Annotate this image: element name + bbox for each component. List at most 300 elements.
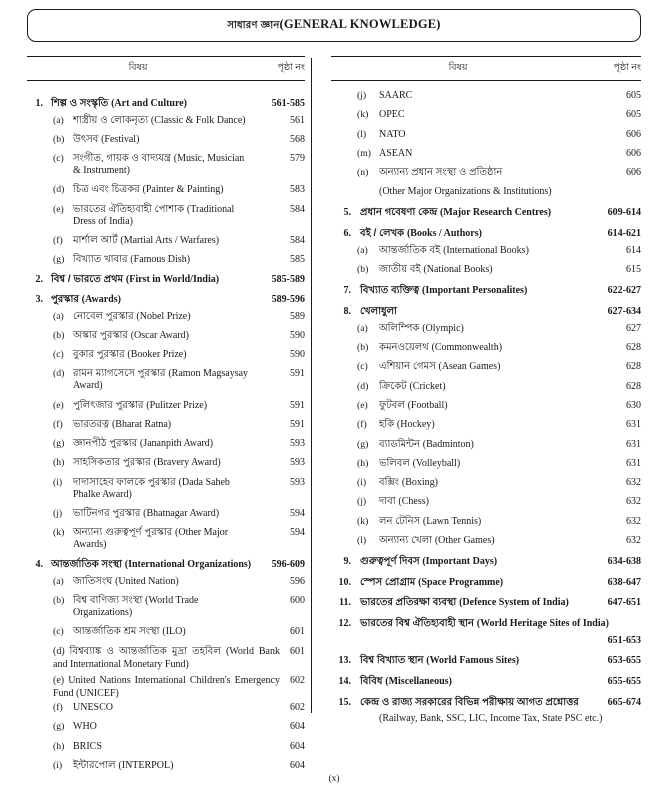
toc-entry-sub[interactable]: [27, 115, 305, 127]
toc-entry-marker: (d): [53, 646, 70, 658]
toc-entry-sub[interactable]: [27, 477, 305, 501]
toc-entry-text-en: (Other Games): [434, 535, 495, 547]
toc-entry-text-bn: জ্ঞানপীঠ পুরস্কার: [73, 438, 140, 450]
toc-entry-sub[interactable]: [331, 264, 641, 276]
toc-entry-sub[interactable]: [27, 134, 305, 146]
toc-entry-title: [73, 527, 261, 551]
toc-entry-text-en: (Painter & Painting): [142, 184, 224, 196]
header-rule-bottom: [27, 80, 305, 81]
toc-entry-text-en: (Festival): [101, 134, 140, 146]
toc-entry-label: (c): [53, 153, 64, 165]
toc-entry-page: 647-651: [607, 597, 641, 609]
toc-entry-text-en: (World Heritage Sites of India): [476, 618, 609, 630]
toc-entry-text-bn: বিখ্যাত খাবার: [73, 254, 131, 266]
toc-entry-main[interactable]: [331, 655, 641, 667]
toc-entry-sub[interactable]: [27, 235, 305, 247]
toc-entry-page: 593: [290, 476, 305, 488]
toc-entry-sub[interactable]: [27, 438, 305, 450]
toc-entry-label: (c): [357, 361, 368, 373]
toc-entry-text-bn: বিশ্বব্যাঙ্ক ও আন্তর্জাতিক মুদ্রা তহবিল: [69, 646, 226, 658]
toc-entry-main[interactable]: [331, 618, 641, 630]
toc-entry-main[interactable]: [331, 556, 641, 568]
toc-entry-label: (k): [357, 515, 369, 527]
toc-entry-title: [51, 294, 261, 306]
toc-entry-text-bn: সংগীত, গায়ক ও বাদ্যযন্ত্র: [73, 153, 174, 165]
page-title-en: (GENERAL KNOWLEDGE): [279, 16, 441, 31]
toc-entry-text-bn: মার্শাল আর্ট: [73, 234, 121, 246]
toc-entry-title: [73, 419, 261, 431]
toc-entry-sub[interactable]: [27, 527, 305, 551]
toc-entry-number: 14.: [338, 675, 351, 687]
toc-entry-label: (j): [53, 507, 63, 519]
toc-entry-text-en: (Important Personalites): [422, 285, 528, 297]
toc-entry-text-bn: কমনওয়েলথ: [379, 342, 432, 354]
toc-entry-text-en: (Famous Dish): [130, 254, 191, 266]
toc-entry-text-bn: ভারতরত্ন: [73, 418, 112, 430]
toc-entry-label: (i): [53, 476, 63, 488]
toc-entry-text-bn: দাবা: [379, 496, 399, 508]
toc-entry-text-bn: স্পেস প্রোগ্রাম: [360, 576, 419, 588]
toc-entry-main[interactable]: [27, 274, 305, 286]
toc-entry-text-en: (World Trade Organizations): [73, 594, 199, 618]
toc-entry-text-en: (Bhatnagar Award): [143, 507, 220, 519]
toc-entry-page: 589: [290, 310, 305, 322]
toc-entry-page: 601: [290, 646, 305, 658]
toc-entry-text-en: (Major Research Centres): [440, 207, 552, 219]
header-subject-label: বিষয়: [128, 63, 148, 73]
toc-entry-text-bn: অলিম্পিক: [379, 322, 423, 334]
toc-entry-title: [73, 760, 261, 772]
toc-entry-title: [379, 264, 595, 276]
toc-entry-number: 10.: [338, 576, 351, 588]
toc-entry-page: 579: [290, 153, 305, 165]
toc-entry-sub[interactable]: [331, 439, 641, 451]
header-rule-top: [27, 56, 305, 57]
toc-entry-sub[interactable]: [27, 311, 305, 323]
toc-entry-text-en: (Dada Saheb Phalke Award): [73, 476, 230, 500]
toc-entry-sub[interactable]: [331, 342, 641, 354]
toc-entry-number: 12.: [338, 618, 351, 630]
toc-entry-title: [360, 597, 595, 609]
toc-entry-sub[interactable]: [27, 204, 305, 228]
toc-entry-label: (b): [53, 594, 65, 606]
toc-entry-text-en: (Badminton): [422, 438, 474, 450]
toc-entry-text-en: United Nations International Children's Emergency Fund (UNICEF): [53, 674, 280, 699]
toc-entry-title: [379, 361, 595, 373]
toc-entry-sub[interactable]: [331, 419, 641, 431]
toc-entry-label: (b): [53, 134, 65, 146]
toc-entry-text-bn: বিশ্ব বাণিজ্য সংস্থা: [73, 594, 146, 606]
toc-entry-title: [73, 153, 261, 177]
toc-entry-sub[interactable]: [27, 595, 305, 619]
toc-entry-text-bn: জাতীয় বই: [379, 264, 424, 276]
toc-entry-text-bn: ভলিবল: [379, 457, 413, 469]
toc-entry-sub[interactable]: [27, 457, 305, 469]
toc-entry-sub[interactable]: [331, 90, 641, 102]
toc-entry-number: 15.: [338, 696, 351, 708]
toc-entry-title: [379, 90, 595, 102]
toc-entry-text-en: UNESCO: [73, 701, 114, 713]
toc-entry-page: 634-638: [607, 555, 641, 567]
column-header-left: [27, 56, 305, 83]
toc-entry-sub[interactable]: [331, 129, 641, 141]
toc-entry-text-en: (Oscar Award): [130, 329, 189, 341]
toc-entry-title: [73, 595, 261, 619]
toc-entry-text-bn: ভাটিনগর পুরস্কার: [73, 507, 144, 519]
toc-entry-title: [73, 438, 261, 450]
toc-entry-label: (g): [53, 254, 65, 266]
toc-entry-text-en: (Booker Prize): [127, 349, 187, 361]
toc-entry-text-en: (Pulitzer Prize): [146, 399, 208, 411]
toc-entry-text-en: OPEC: [379, 109, 405, 121]
toc-entry-text-bn: অন্যান্য প্রধান সংস্থা ও প্রতিষ্ঠান: [379, 167, 503, 179]
toc-entry-title: [379, 535, 595, 547]
toc-entry-sub[interactable]: [27, 576, 305, 588]
toc-entry-title: [73, 330, 261, 342]
toc-entry-text-en: (Miscellaneous): [385, 675, 452, 687]
toc-entry-main[interactable]: [331, 207, 641, 219]
toc-entry-title: [360, 676, 595, 688]
toc-entry-number: 3.: [35, 293, 43, 305]
toc-entry-page: 606: [626, 147, 641, 159]
toc-entry-text-bn: গুরুত্বপূর্ণ দিবস: [360, 555, 423, 567]
toc-entry-page: 632: [626, 535, 641, 547]
toc-entry-text-bn: খেলাধুলা: [360, 305, 397, 317]
toc-entry-main[interactable]: [27, 559, 305, 571]
toc-entry-title: [51, 98, 261, 110]
toc-entry-sub[interactable]: [331, 458, 641, 470]
toc-entry-label: (f): [53, 234, 63, 246]
page-number: (x): [328, 774, 340, 784]
toc-entry-label: (g): [357, 438, 369, 450]
toc-entry-text-bn: শাস্ত্রীয় ও লোকনৃত্য: [73, 114, 151, 126]
toc-entry-title: [379, 342, 595, 354]
toc-column-left: [0, 56, 311, 771]
toc-entry-page: 632: [626, 477, 641, 489]
toc-entry-main[interactable]: [331, 577, 641, 589]
toc-entry-text-en: (International Organizations): [124, 558, 252, 570]
toc-entry-page: 631: [626, 438, 641, 450]
toc-entry-title: [379, 419, 595, 431]
toc-entry-page: 615: [626, 264, 641, 276]
toc-entry-text-bn: প্রধান গবেষণা কেন্দ্র: [360, 207, 441, 219]
toc-entry-text-en: (Jananpith Award): [139, 438, 214, 450]
toc-entry-text-bn: লন টেনিস: [379, 515, 423, 527]
toc-entry-label: (d): [357, 380, 369, 392]
toc-entry-page: 604: [290, 740, 305, 752]
toc-entry-page: 602: [290, 701, 305, 713]
toc-subnote: [331, 186, 641, 198]
toc-entry-sub[interactable]: [331, 400, 641, 412]
toc-entry-title: [379, 109, 595, 121]
toc-entry-label: (a): [357, 322, 368, 334]
toc-entry-sub[interactable]: [331, 361, 641, 373]
toc-entry-title: [73, 254, 261, 266]
toc-entry-text-en: (Important Days): [422, 555, 498, 567]
toc-entry-page: 601: [290, 625, 305, 637]
toc-entry-label: (f): [53, 701, 63, 713]
toc-entry-sub[interactable]: [331, 381, 641, 393]
toc-entry-page: 606: [626, 128, 641, 140]
toc-entry-paragraph: [27, 674, 305, 700]
toc-entry-text-en: (Lawn Tennis): [422, 515, 482, 527]
toc-entry-page: 589-596: [271, 293, 305, 305]
toc-entry-label: (g): [53, 438, 65, 450]
toc-entry-page: 568: [290, 134, 305, 146]
toc-entry-page: 596: [290, 575, 305, 587]
toc-entry-label: (f): [53, 418, 63, 430]
toc-entry-title: [73, 115, 261, 127]
toc-entry-sub[interactable]: [27, 349, 305, 361]
toc-entry-label: (b): [53, 329, 65, 341]
toc-entry-text-en: (Football): [407, 399, 448, 411]
toc-entry-sub[interactable]: [27, 153, 305, 177]
page-title-box: [27, 9, 641, 42]
toc-entry-sub[interactable]: [331, 245, 641, 257]
toc-entry-page: 630: [626, 399, 641, 411]
toc-entry-text-bn: ভারতের ঐতিহ্যবাহী পোশাক: [73, 203, 187, 215]
page-title: [227, 17, 440, 35]
toc-entry-label: (h): [53, 740, 65, 752]
toc-entries-left: [27, 83, 305, 772]
toc-entry-label: (m): [357, 147, 371, 159]
toc-entry-page: 591: [290, 368, 305, 380]
toc-entries-right: [331, 83, 641, 725]
toc-entry-text-bn: ভারতের প্রতিরক্ষা ব্যবস্থা: [360, 597, 460, 609]
toc-entry-text-en: SAARC: [379, 90, 413, 101]
toc-entry-label: (j): [357, 90, 367, 101]
toc-entry-label: (l): [357, 535, 367, 547]
toc-entry-text-bn: শিল্প ও সংস্কৃতি: [51, 98, 112, 109]
toc-entry-sub[interactable]: [331, 496, 641, 508]
toc-entry-text-en: (Classic & Folk Dance): [150, 114, 246, 126]
toc-entry-text-en: (ILO): [162, 625, 186, 637]
toc-entry-label: (n): [357, 167, 369, 179]
toc-entry-label: (c): [53, 625, 64, 637]
toc-entry-text-bn: জাতিসংঘ: [73, 575, 116, 587]
toc-entry-text-bn: বিশ্ব / ভারতে প্রথম: [51, 273, 126, 285]
toc-entry-title: [379, 439, 595, 451]
toc-entry-sub[interactable]: [331, 516, 641, 528]
toc-entry-text-en: ASEAN: [379, 147, 413, 159]
toc-entry-page: 593: [290, 438, 305, 450]
toc-entry-label: (j): [357, 496, 367, 508]
toc-entry-page: 591: [290, 399, 305, 411]
toc-entry-sub[interactable]: [27, 626, 305, 638]
page-footer: [0, 774, 668, 784]
toc-entry-page: 609-614: [607, 207, 641, 219]
header-pageno-label: পৃষ্ঠা নং: [277, 63, 305, 73]
toc-entry-sub[interactable]: [27, 508, 305, 520]
toc-entry-sub[interactable]: [331, 167, 641, 179]
toc-entry-paragraph: [27, 645, 305, 671]
toc-entry-number: 11.: [339, 597, 351, 609]
toc-entry-page: 591: [290, 418, 305, 430]
toc-entry-page: 653-655: [607, 655, 641, 667]
toc-entry-text-en: (Chess): [398, 496, 429, 508]
toc-entry-sub[interactable]: [331, 148, 641, 160]
toc-entry-page: 628: [626, 380, 641, 392]
toc-entry-text-bn: বক্সিং: [379, 477, 402, 489]
toc-entry-text-en: NATO: [379, 128, 406, 140]
toc-entry-page: 627: [626, 322, 641, 334]
toc-entry-main[interactable]: [331, 676, 641, 688]
toc-entry-text-bn: ক্রিকেট: [379, 380, 410, 392]
toc-entry-text-bn: ফুটবল: [379, 399, 408, 411]
toc-entry-text-bn: দাদাসাহেব ফালকে পুরস্কার: [73, 476, 179, 488]
toc-entry-text-en: BRICS: [73, 740, 102, 752]
toc-entry-title: [379, 323, 595, 335]
toc-entry-text-bn: আন্তর্জাতিক শ্রম সংস্থা: [73, 625, 163, 637]
toc-entry-page: 593: [290, 457, 305, 469]
toc-entry-text-bn: কেন্দ্র ও রাজ্য সরকারের বিভিন্ন পরীক্ষায় আগত প্রশ্নোত্তর: [360, 696, 579, 708]
toc-entry-title: [73, 477, 261, 501]
toc-entry-title: [360, 228, 595, 240]
toc-entry-text-bn: পুরস্কার: [51, 293, 82, 305]
toc-entry-page: 585: [290, 254, 305, 266]
toc-entry-sub[interactable]: [27, 741, 305, 753]
toc-entry-title: [360, 285, 595, 297]
toc-entry-page: 665-674: [607, 696, 641, 708]
toc-entry-text-bn: সাহসিকতার পুরস্কার: [73, 457, 154, 469]
toc-entry-text-bn: বিশ্ব বিখ্যাত স্থান: [360, 655, 427, 667]
toc-entry-title: [73, 721, 261, 733]
toc-entry-label: (e): [357, 399, 368, 411]
toc-entry-main[interactable]: [27, 98, 305, 110]
toc-entry-page: 606: [626, 167, 641, 179]
toc-entry-label: (f): [357, 419, 367, 431]
header-subject-label: বিষয়: [448, 63, 468, 73]
toc-entry-title: [73, 311, 261, 323]
toc-entry-title: [360, 655, 595, 667]
toc-entry-title: [73, 368, 261, 392]
toc-entry-text-en: WHO: [73, 721, 97, 733]
toc-entry-title: [360, 618, 641, 630]
toc-entry-label: (e): [53, 203, 64, 215]
toc-entry-text-en: (Bharat Ratna): [111, 418, 172, 430]
toc-entry-title: [360, 697, 595, 709]
toc-entry-label: (i): [357, 477, 367, 489]
toc-entry-sub[interactable]: [331, 109, 641, 121]
toc-entry-main[interactable]: [27, 294, 305, 306]
toc-entry-page: 614: [626, 245, 641, 257]
toc-entry-text-en: (Traditional Dress of India): [73, 203, 235, 227]
toc-entry-sub[interactable]: [27, 419, 305, 431]
toc-entry-title: [73, 508, 261, 520]
toc-entry-sub[interactable]: [27, 368, 305, 392]
toc-entry-text-en: (World Bank and International Monetary Fund): [53, 646, 280, 671]
toc-entry-sub[interactable]: [331, 323, 641, 335]
toc-entry-page: 604: [290, 721, 305, 733]
toc-entry-sub[interactable]: [27, 674, 305, 700]
toc-entry-text-bn: বুকার পুরস্কার: [73, 349, 128, 361]
toc-entry-label: (k): [53, 527, 65, 539]
toc-entry-text-bn: আন্তর্জাতিক বই: [379, 245, 444, 257]
toc-entry-page: 594: [290, 507, 305, 519]
toc-entry-main[interactable]: [331, 597, 641, 609]
toc-entry-label: (b): [357, 264, 369, 276]
toc-entry-sub[interactable]: [331, 477, 641, 489]
toc-entry-page: 584: [290, 234, 305, 246]
toc-entry-label: (a): [53, 114, 64, 126]
toc-entry-text-bn: হকি: [379, 419, 397, 431]
toc-entry-text-bn: উৎসব: [73, 134, 102, 146]
toc-entry-page: 631: [626, 457, 641, 469]
toc-subnote-text: (Railway, Bank, SSC, LIC, Income Tax, State PSC etc.): [379, 713, 603, 725]
toc-entry-text-en: (Boxing): [401, 477, 438, 489]
toc-entry-sub[interactable]: [27, 254, 305, 266]
toc-entry-page: 585-589: [271, 273, 305, 285]
toc-entry-sub[interactable]: [27, 760, 305, 772]
toc-entry-label: (l): [357, 128, 367, 140]
toc-entry-label: (i): [53, 759, 63, 771]
toc-entry-text-bn: বিখ্যাত ব্যক্তিত্ব: [360, 285, 423, 297]
toc-entry-page: 590: [290, 329, 305, 341]
toc-entry-text-en: (Art and Culture): [111, 98, 188, 109]
toc-entry-page: 596-609: [271, 558, 305, 570]
toc-entry-sub[interactable]: [27, 184, 305, 196]
toc-entry-label: (h): [53, 457, 65, 469]
toc-entry-main[interactable]: [331, 228, 641, 240]
toc-entry-text-en: (Music, Musician & Instrument): [73, 153, 245, 177]
toc-entry-number: 9.: [343, 555, 351, 567]
toc-entry-sub[interactable]: [27, 330, 305, 342]
toc-entry-text-en: (Defence System of India): [459, 597, 569, 609]
toc-entry-title: [73, 235, 261, 247]
toc-entry-text-bn: ইন্টারপোল: [73, 759, 119, 771]
toc-entry-text-en: (Nobel Prize): [136, 310, 191, 322]
toc-entry-page: 628: [626, 342, 641, 354]
toc-entry-title: [73, 400, 261, 412]
toc-entry-page: 622-627: [607, 285, 641, 297]
toc-entry-text-en: (Books / Authors): [406, 228, 482, 240]
toc-entry-page: 638-647: [607, 576, 641, 588]
toc-entry-sub[interactable]: [27, 400, 305, 412]
toc-entry-sub[interactable]: [27, 721, 305, 733]
toc-entry-page: 583: [290, 184, 305, 196]
toc-entry-sub[interactable]: [27, 702, 305, 714]
toc-entry-text-en: (National Books): [423, 264, 493, 276]
toc-entry-title: [379, 129, 595, 141]
toc-entry-label: (b): [357, 342, 369, 354]
toc-entry-text-en: (Olympic): [422, 322, 464, 334]
column-header-right: [331, 56, 641, 83]
toc-entry-main[interactable]: [331, 306, 641, 318]
toc-entry-sub[interactable]: [331, 535, 641, 547]
toc-entry-text-en: (Commonwealth): [431, 342, 503, 354]
toc-entry-page: 584: [290, 203, 305, 215]
toc-subnote: [331, 713, 641, 725]
toc-entry-page: 590: [290, 349, 305, 361]
toc-entry-page: 605: [626, 109, 641, 121]
toc-entry-main[interactable]: [331, 697, 641, 709]
toc-entry-main[interactable]: [331, 285, 641, 297]
toc-entry-sub[interactable]: [27, 645, 305, 671]
toc-entry-label: (d): [53, 184, 65, 196]
toc-entry-text-en: (Volleyball): [412, 457, 461, 469]
toc-entry-text-bn: এশিয়ান গেমস: [379, 361, 439, 373]
toc-entry-text-en: (United Nation): [115, 575, 179, 587]
toc-entry-marker: (e): [53, 674, 69, 686]
toc-entry-text-bn: আন্তর্জাতিক সংস্থা: [51, 558, 125, 570]
toc-entry-title: [379, 245, 595, 257]
toc-entry-title: [73, 134, 261, 146]
toc-entry-title: [73, 204, 261, 228]
toc-entry-title: [379, 516, 595, 528]
toc-entry-text-bn: রামন ম্যাগসেসে পুরস্কার: [73, 368, 169, 380]
toc-entry-number: 1.: [35, 98, 43, 109]
toc-entry-title: [379, 458, 595, 470]
